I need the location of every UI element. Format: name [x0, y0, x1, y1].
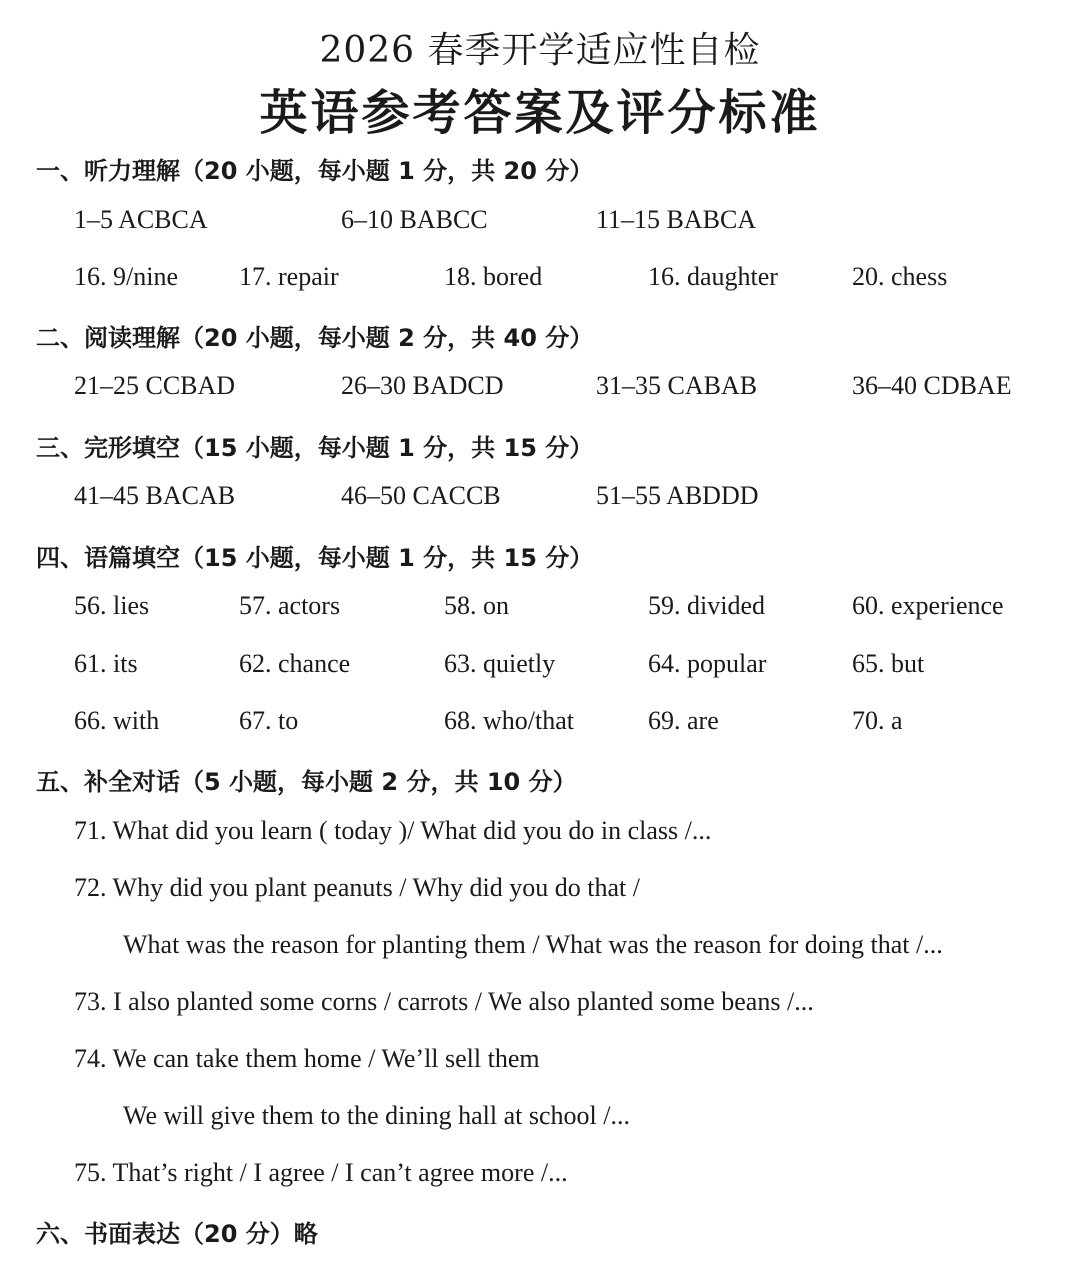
answer-group: 31–35 CABAB: [596, 371, 758, 400]
document-subtitle: 2026 春季开学适应性自检: [319, 30, 761, 71]
section-heading-listening: 一、听力理解（20 小题，每小题 1 分，共 20 分）: [36, 157, 594, 185]
section-heading-passage-fill: 四、语篇填空（15 小题，每小题 1 分，共 15 分）: [36, 544, 594, 572]
section-heading-dialogue: 五、补全对话（5 小题，每小题 2 分，共 10 分）: [36, 768, 577, 796]
dialogue-answer-continued: We will give them to the dining hall at school /...: [123, 1101, 630, 1130]
answer-item: 59. divided: [648, 591, 765, 620]
answer-item: 68. who/that: [444, 706, 574, 735]
answer-item: 63. quietly: [444, 649, 556, 678]
answer-item: 18. bored: [444, 262, 543, 291]
answer-item: 16. 9/nine: [74, 262, 178, 291]
answer-item: 17. repair: [239, 262, 339, 291]
answer-group: 11–15 BABCA: [596, 205, 757, 234]
answer-group: 41–45 BACAB: [74, 481, 236, 510]
answer-item: 66. with: [74, 706, 160, 735]
answer-item: 60. experience: [852, 591, 1004, 620]
document-title: 英语参考答案及评分标准: [259, 85, 821, 141]
answer-group: 21–25 CCBAD: [74, 371, 236, 400]
answer-group: 46–50 CACCB: [341, 481, 501, 510]
answer-group: 51–55 ABDDD: [596, 481, 759, 510]
answer-item: 57. actors: [239, 591, 341, 620]
answer-item: 65. but: [852, 649, 925, 678]
answer-group: 6–10 BABCC: [341, 205, 488, 234]
dialogue-answer: 71. What did you learn ( today )/ What did you do in class /...: [74, 816, 712, 845]
section-heading-reading: 二、阅读理解（20 小题，每小题 2 分，共 40 分）: [36, 324, 594, 352]
answer-group: 1–5 ACBCA: [74, 205, 208, 234]
dialogue-answer: 75. That’s right / I agree / I can’t agree more /...: [74, 1158, 568, 1187]
answer-item: 56. lies: [74, 591, 150, 620]
dialogue-answer: 73. I also planted some corns / carrots / We also planted some beans /...: [74, 987, 814, 1016]
answer-item: 67. to: [239, 706, 299, 735]
dialogue-answer: 74. We can take them home / We’ll sell them: [74, 1044, 540, 1073]
dialogue-answer-continued: What was the reason for planting them / What was the reason for doing that /...: [123, 930, 943, 959]
answer-item: 16. daughter: [648, 262, 778, 291]
answer-group: 36–40 CDBAE: [852, 371, 1012, 400]
answer-item: 70. a: [852, 706, 903, 735]
answer-item: 69. are: [648, 706, 719, 735]
answer-item: 64. popular: [648, 649, 767, 678]
answer-group: 26–30 BADCD: [341, 371, 504, 400]
section-heading-cloze: 三、完形填空（15 小题，每小题 1 分，共 15 分）: [36, 434, 594, 462]
dialogue-answer: 72. Why did you plant peanuts / Why did you do that /: [74, 873, 640, 902]
answer-item: 20. chess: [852, 262, 948, 291]
answer-item: 61. its: [74, 649, 138, 678]
section-heading-writing: 六、书面表达（20 分）略: [36, 1220, 318, 1248]
answer-item: 62. chance: [239, 649, 351, 678]
answer-item: 58. on: [444, 591, 509, 620]
